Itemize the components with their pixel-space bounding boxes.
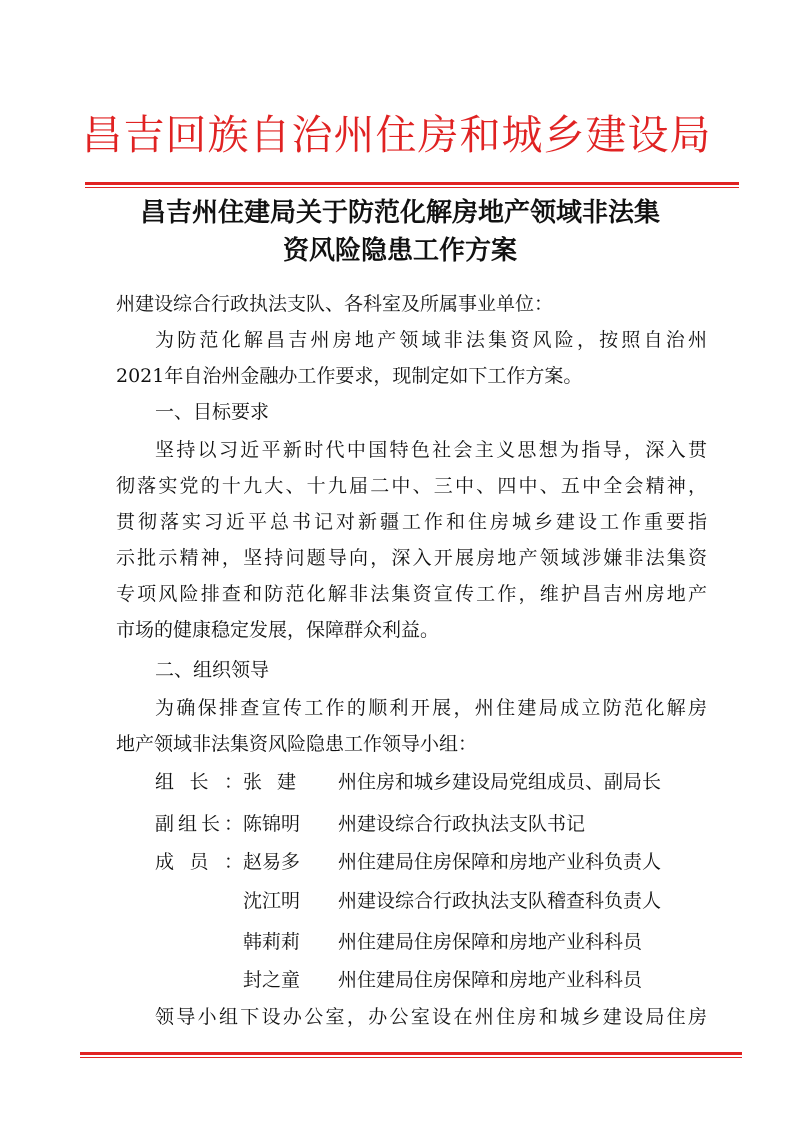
roster-role: 成员： bbox=[155, 851, 243, 873]
section-1-line-2: 彻落实党的十九大、十九届二中、三中、四中、五中全会精神， bbox=[116, 475, 707, 497]
roster-row-deputy bbox=[155, 807, 715, 843]
roster-row-member-1 bbox=[155, 845, 715, 881]
roster-duty: 州住房和城乡建设局党组成员、副局长 bbox=[338, 771, 662, 793]
roster-duty: 州建设综合行政执法支队稽查科负责人 bbox=[338, 890, 662, 912]
section-2-line-2: 地产领域非法集资风险隐患工作领导小组： bbox=[116, 733, 478, 755]
section-1-heading: 一、目标要求 bbox=[155, 401, 270, 423]
document-title-line-2: 资风险隐患工作方案 bbox=[282, 236, 517, 266]
section-2-closing: 领导小组下设办公室，办公室设在州住房和城乡建设局住房 bbox=[155, 1006, 707, 1028]
roster-name: 陈锦明 bbox=[243, 813, 301, 835]
roster-role: 组长： bbox=[155, 771, 243, 793]
roster-row-member-3 bbox=[155, 925, 715, 961]
roster-role: 副组长： bbox=[155, 813, 243, 835]
section-1-line-6: 市场的健康稳定发展，保障群众利益。 bbox=[116, 619, 440, 641]
roster-row-leader bbox=[155, 765, 715, 801]
section-1-line-5: 专项风险排查和防范化解非法集资宣传工作，维护昌吉州房地产 bbox=[116, 583, 707, 605]
intro-line-2: 2021年自治州金融办工作要求，现制定如下工作方案。 bbox=[116, 365, 583, 387]
roster-name: 封之童 bbox=[243, 969, 301, 991]
roster-duty: 州住建局住房保障和房地产业科科员 bbox=[338, 969, 643, 991]
section-1-line-4: 示批示精神，坚持问题导向，深入开展房地产领域涉嫌非法集资 bbox=[116, 547, 707, 569]
addressee: 州建设综合行政执法支队、各科室及所属事业单位： bbox=[116, 293, 554, 315]
roster-name: 沈江明 bbox=[243, 890, 301, 912]
section-1-line-1: 坚持以习近平新时代中国特色社会主义思想为指导，深入贯 bbox=[155, 439, 707, 461]
red-rule-top bbox=[85, 182, 739, 185]
section-2-heading: 二、组织领导 bbox=[155, 659, 270, 681]
document-title bbox=[100, 194, 700, 270]
roster-name: 赵易多 bbox=[243, 851, 301, 873]
document-title-line-1: 昌吉州住建局关于防范化解房地产领域非法集 bbox=[139, 198, 660, 228]
roster-name: 张建 bbox=[243, 771, 312, 793]
roster-row-member-2 bbox=[155, 884, 715, 920]
roster-duty: 州建设综合行政执法支队书记 bbox=[338, 813, 586, 835]
red-rule-bottom bbox=[80, 1052, 742, 1055]
roster-duty: 州住建局住房保障和房地产业科科员 bbox=[338, 931, 643, 953]
intro-line-1: 为防范化解昌吉州房地产领域非法集资风险，按照自治州 bbox=[155, 329, 707, 351]
section-2-line-1: 为确保排查宣传工作的顺利开展，州住建局成立防范化解房 bbox=[155, 697, 707, 719]
red-rule-top-thin bbox=[85, 187, 739, 188]
red-rule-bottom-thin bbox=[80, 1057, 742, 1058]
masthead-title: 昌吉回族自治州住房和城乡建设局 bbox=[81, 111, 712, 159]
roster-row-member-4 bbox=[155, 963, 715, 999]
section-1-line-3: 贯彻落实习近平总书记对新疆工作和住房城乡建设工作重要指 bbox=[116, 511, 707, 533]
roster-duty: 州住建局住房保障和房地产业科负责人 bbox=[338, 851, 662, 873]
roster-name: 韩莉莉 bbox=[243, 931, 301, 953]
